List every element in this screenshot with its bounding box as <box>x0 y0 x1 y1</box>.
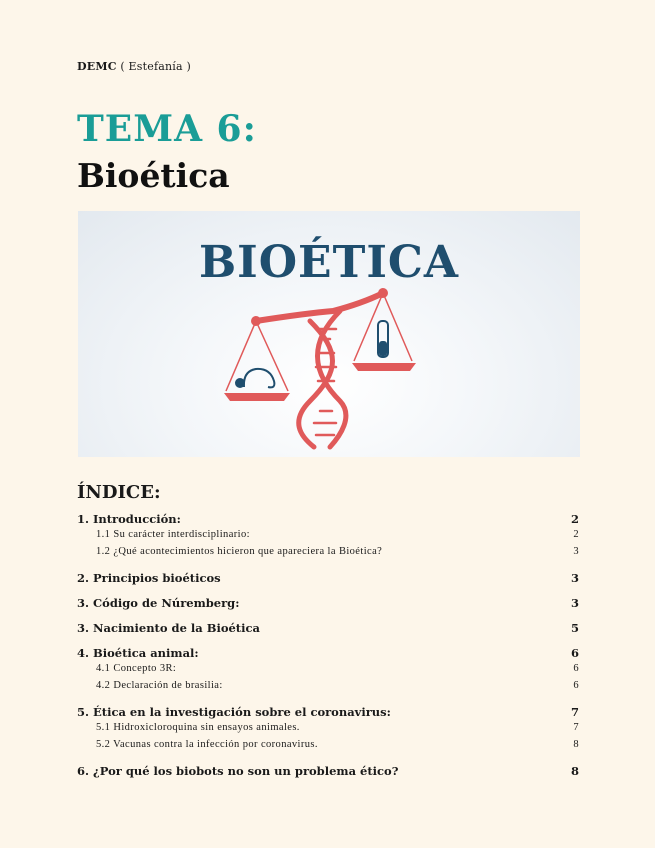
toc-entry[interactable] <box>77 596 579 613</box>
toc-entry-page: 3 <box>573 546 579 557</box>
toc-subentry[interactable] <box>77 722 579 739</box>
toc-entry-page: 3 <box>570 596 579 610</box>
toc-entry-label: 2. Principios bioéticos <box>77 571 221 585</box>
toc-entry[interactable] <box>77 764 579 781</box>
toc-entry-page: 2 <box>570 512 579 526</box>
toc-entry-label: 5. Ética en la investigación sobre el coronavirus: <box>77 705 391 719</box>
toc-entry-label: 5.2 Vacunas contra la infección por coronavirus. <box>96 739 318 750</box>
toc-entry-label: 4.1 Concepto 3R: <box>96 663 177 674</box>
toc-entry[interactable] <box>77 646 579 663</box>
author-line <box>77 60 191 73</box>
toc-entry-page: 7 <box>573 722 579 733</box>
toc-entry-page: 6 <box>573 680 579 691</box>
toc-subentry[interactable] <box>77 546 579 563</box>
toc-entry[interactable] <box>77 571 579 588</box>
toc-entry-page: 7 <box>570 705 579 719</box>
test-tube-icon <box>378 321 388 357</box>
toc-entry-page: 2 <box>573 529 579 540</box>
toc-entry[interactable] <box>77 705 579 722</box>
toc-entry-label: 5.1 Hidroxicloroquina sin ensayos animales. <box>96 722 300 733</box>
toc-entry-label: 1.1 Su carácter interdisciplinario: <box>96 529 250 540</box>
toc-entry[interactable] <box>77 512 579 529</box>
toc-entry-label: 4. Bioética animal: <box>77 646 199 660</box>
toc-entry-label: 4.2 Declaración de brasilia: <box>96 680 223 691</box>
dna-helix-icon <box>299 311 346 447</box>
toc-entry-label: 3. Código de Núremberg: <box>77 596 240 610</box>
index-heading: ÍNDICE: <box>77 482 161 503</box>
toc-subentry[interactable] <box>77 529 579 546</box>
toc-entry-label: 6. ¿Por qué los biobots no son un problema ético? <box>77 764 399 778</box>
toc-entry-label: 3. Nacimiento de la Bioética <box>77 621 260 635</box>
toc-subentry[interactable] <box>77 739 579 756</box>
banner-title: BIOÉTICA <box>198 237 460 288</box>
author-initials: DEMC <box>77 60 117 73</box>
toc-entry-page: 3 <box>570 571 579 585</box>
topic-number-title: TEMA 6: <box>77 108 257 150</box>
author-name: ( Estefanía ) <box>120 60 191 73</box>
table-of-contents <box>77 512 579 781</box>
stethoscope-icon <box>236 369 274 387</box>
toc-subentry[interactable] <box>77 680 579 697</box>
toc-subentry[interactable] <box>77 663 579 680</box>
bioethics-banner-image <box>78 211 580 457</box>
toc-entry-label: 1.2 ¿Qué acontecimientos hicieron que apareciera la Bioética? <box>96 546 383 557</box>
toc-entry-label: 1. Introducción: <box>77 512 181 526</box>
topic-name-title: Bioética <box>77 156 230 195</box>
toc-entry[interactable] <box>77 621 579 638</box>
toc-entry-page: 6 <box>570 646 579 660</box>
toc-entry-page: 6 <box>573 663 579 674</box>
toc-entry-page: 8 <box>573 739 579 750</box>
toc-entry-page: 8 <box>570 764 579 778</box>
toc-entry-page: 5 <box>570 621 579 635</box>
